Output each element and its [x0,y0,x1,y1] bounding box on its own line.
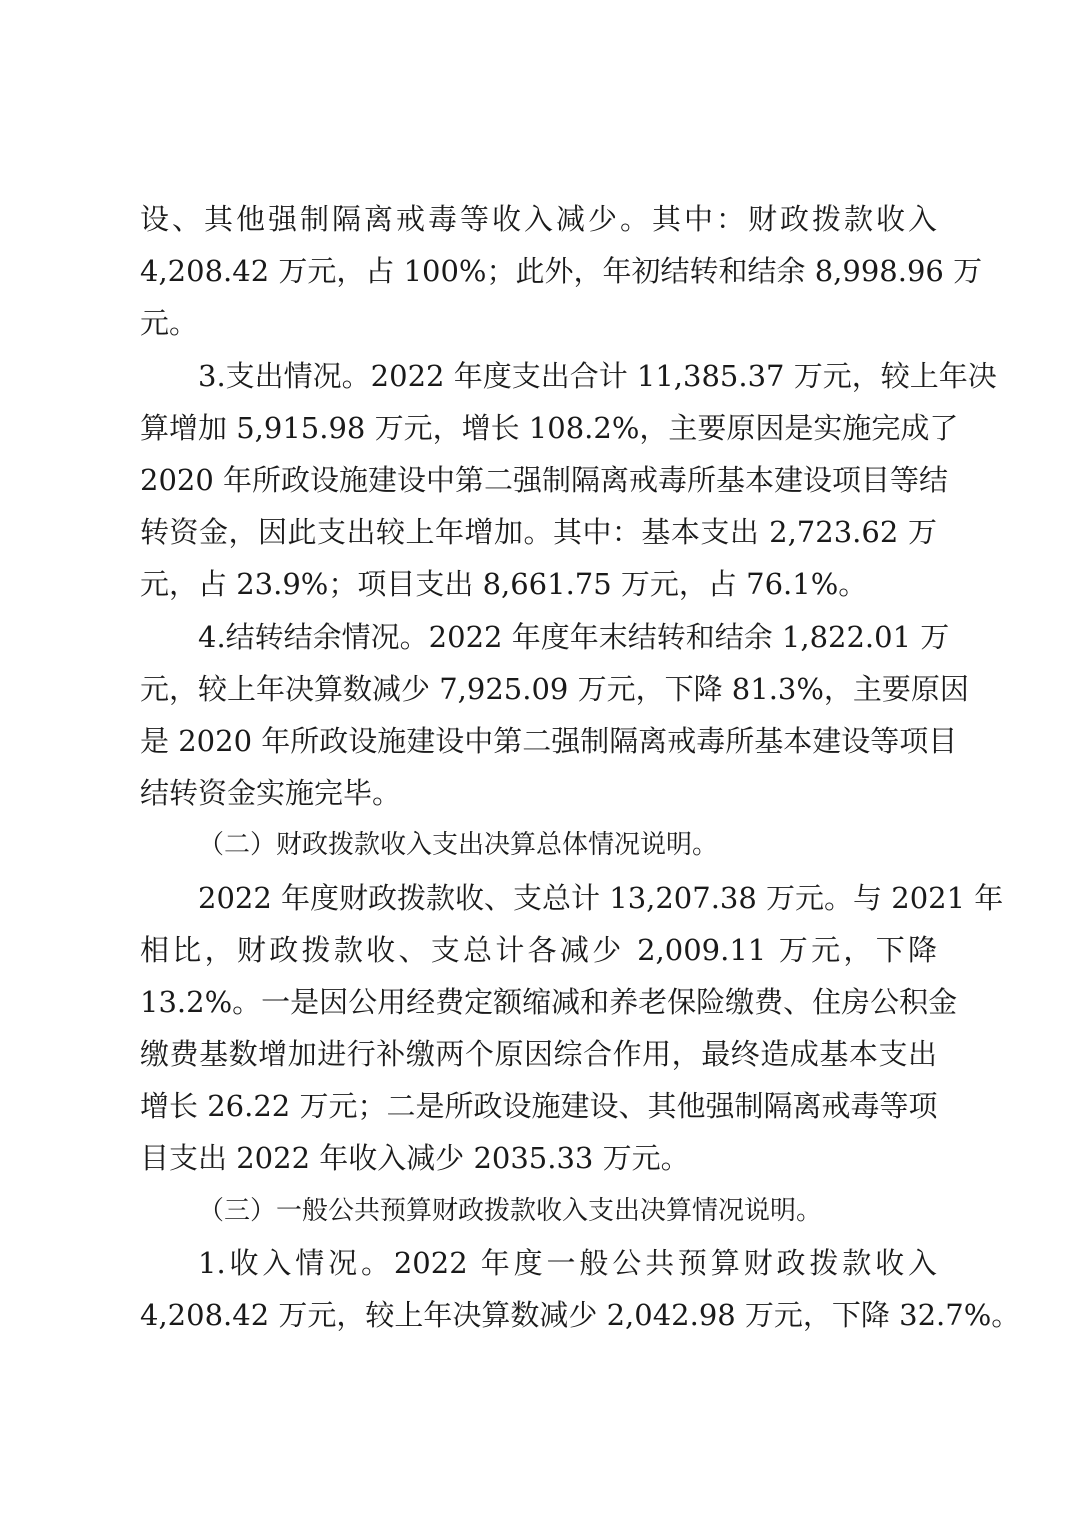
section-heading: （三）一般公共预算财政拨款收入支出决算情况说明。 [198,1196,823,1226]
text-line: 结转资金实施完毕。 [140,776,402,810]
text-line: 13.2%。一是因公用经费定额缩减和养老保险缴费、住房公积金 [140,985,958,1019]
paragraph-first-line: 1.收入情况。2022 年度一般公共预算财政拨款收入 [198,1246,937,1280]
paragraph-first-line: 3.支出情况。2022 年度支出合计 11,385.37 万元，较上年决 [198,359,997,393]
text-line: 元，较上年决算数减少 7,925.09 万元，下降 81.3%，主要原因 [140,672,969,706]
text-line: 缴费基数增加进行补缴两个原因综合作用，最终造成基本支出 [140,1037,937,1071]
text-line: 转资金，因此支出较上年增加。其中：基本支出 2,723.62 万 [140,515,937,549]
paragraph-first-line: 2022 年度财政拨款收、支总计 13,207.38 万元。与 2021 年 [198,881,1004,915]
text-line: 相比，财政拨款收、支总计各减少 2,009.11 万元，下降 [140,933,937,967]
text-line: 算增加 5,915.98 万元，增长 108.2%，主要原因是实施完成了 [140,411,959,445]
text-line: 增长 26.22 万元；二是所政设施建设、其他强制隔离戒毒等项 [140,1089,938,1123]
section-heading: （二）财政拨款收入支出决算总体情况说明。 [198,830,719,860]
text-line: 4,208.42 万元，较上年决算数减少 2,042.98 万元，下降 32.7%。 [140,1298,1021,1332]
text-line: 是 2020 年所政设施建设中第二强制隔离戒毒所基本建设等项目 [140,724,958,758]
paragraph-first-line: 4.结转结余情况。2022 年度年末结转和结余 1,822.01 万 [198,620,950,654]
text-line: 元。 [140,306,199,340]
text-line: 2020 年所政设施建设中第二强制隔离戒毒所基本建设项目等结 [140,463,949,497]
text-line: 元，占 23.9%；项目支出 8,661.75 万元，占 76.1%。 [140,567,868,601]
text-line: 设、其他强制隔离戒毒等收入减少。其中：财政拨款收入 [140,202,937,236]
text-line: 4,208.42 万元，占 100%；此外，年初结转和结余 8,998.96 万 [140,254,983,288]
text-line: 目支出 2022 年收入减少 2035.33 万元。 [140,1141,690,1175]
